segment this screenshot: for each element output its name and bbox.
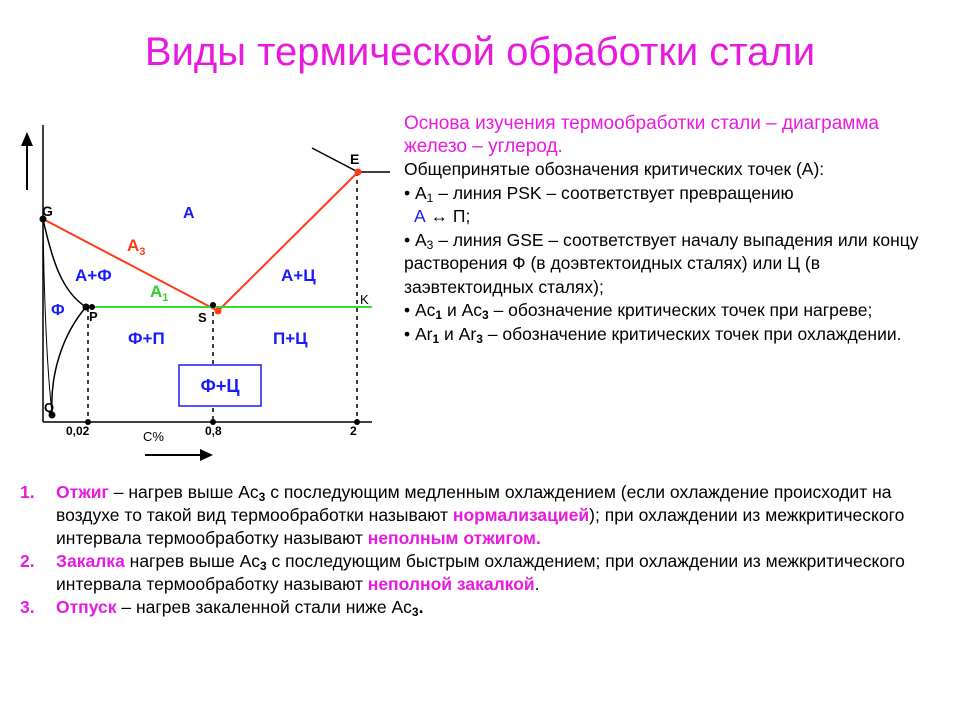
region-a-c: А+Ц [281,266,316,285]
bullet-ar: • $Аr_1$ и $Аr_3$ – обозначение критических точек при охлаждении. [404,323,902,346]
tick-label-08: 0,8 [205,424,222,438]
temperature-arrow-head [21,132,33,146]
bullet-a1-line2 [404,205,944,229]
label-p: P [89,309,98,324]
list-item-quenching: 2. Закалка нагрев выше $Ас_3$ с последующим быстрым охлаждением; при охлаждении из межкритического интервала термообработку называют неполной закалкой. [20,551,905,594]
bullet-ac: • $Ас_1$ и $Ас_3$ – обозначение критических точек при нагреве; [404,300,873,322]
list-item-annealing: 1. Отжиг – нагрев выше $Ас_3$ с последующим медленным охлаждением (если охлаждение происходит на воздухе то такой вид термообработки называют нормализацией); при охлаждении из межкритического интервала термообработку называют неполным отжигом. [20,482,905,548]
label-q: Q [44,400,55,415]
bullet-a3: • $А_3$ – линия GSE – соответствует началу выпадения или концу растворения Ф (в доэвтектоидных сталях) или Ц (в заэвтектоидных сталях); [404,229,919,297]
point-s2-marker [210,302,216,308]
page-title: Виды термической обработки стали [144,30,816,74]
list-item-tempering: 3. Отпуск – нагрев закаленной стали ниже $Ас_3$. [20,597,424,619]
tick-label-002: 0,02 [66,424,90,438]
point-s-marker [215,308,222,315]
region-f: Ф [51,302,65,319]
line-gs-a3 [43,219,218,311]
region-f-c: Ф+Ц [200,376,240,396]
right-text-block [404,112,944,346]
region-a: А [183,205,195,222]
carbon-arrow-head [200,449,213,461]
label-a1: $A_1$ [150,282,169,304]
label-s: S [198,310,207,325]
label-a3: $A_3$ [127,236,146,258]
treatment-list [20,481,940,619]
region-f-p: Ф+П [128,329,165,348]
curve-pq [52,307,86,413]
tick-label-2: 2 [350,424,357,438]
notation-text: Общепринятые обозначения критических точек (А): [404,159,825,179]
curve-gp [43,219,86,307]
region-p-c: П+Ц [273,329,308,348]
transformation-text: ↔ П; [425,206,471,226]
line-se [218,172,358,311]
label-g: G [42,203,53,219]
point-e-marker [355,169,362,176]
label-k: K [360,292,369,307]
x-axis-label: C% [143,429,164,444]
label-e: E [350,151,360,167]
bullet-a1: • $А_1$ – линия PSK – соответствует превращению [404,182,794,205]
region-a-f: А+Ф [75,266,112,285]
intro-text: Основа изучения термообработки стали – диаграмма железо – углерод. [404,113,879,157]
a-symbol: А [414,206,426,226]
